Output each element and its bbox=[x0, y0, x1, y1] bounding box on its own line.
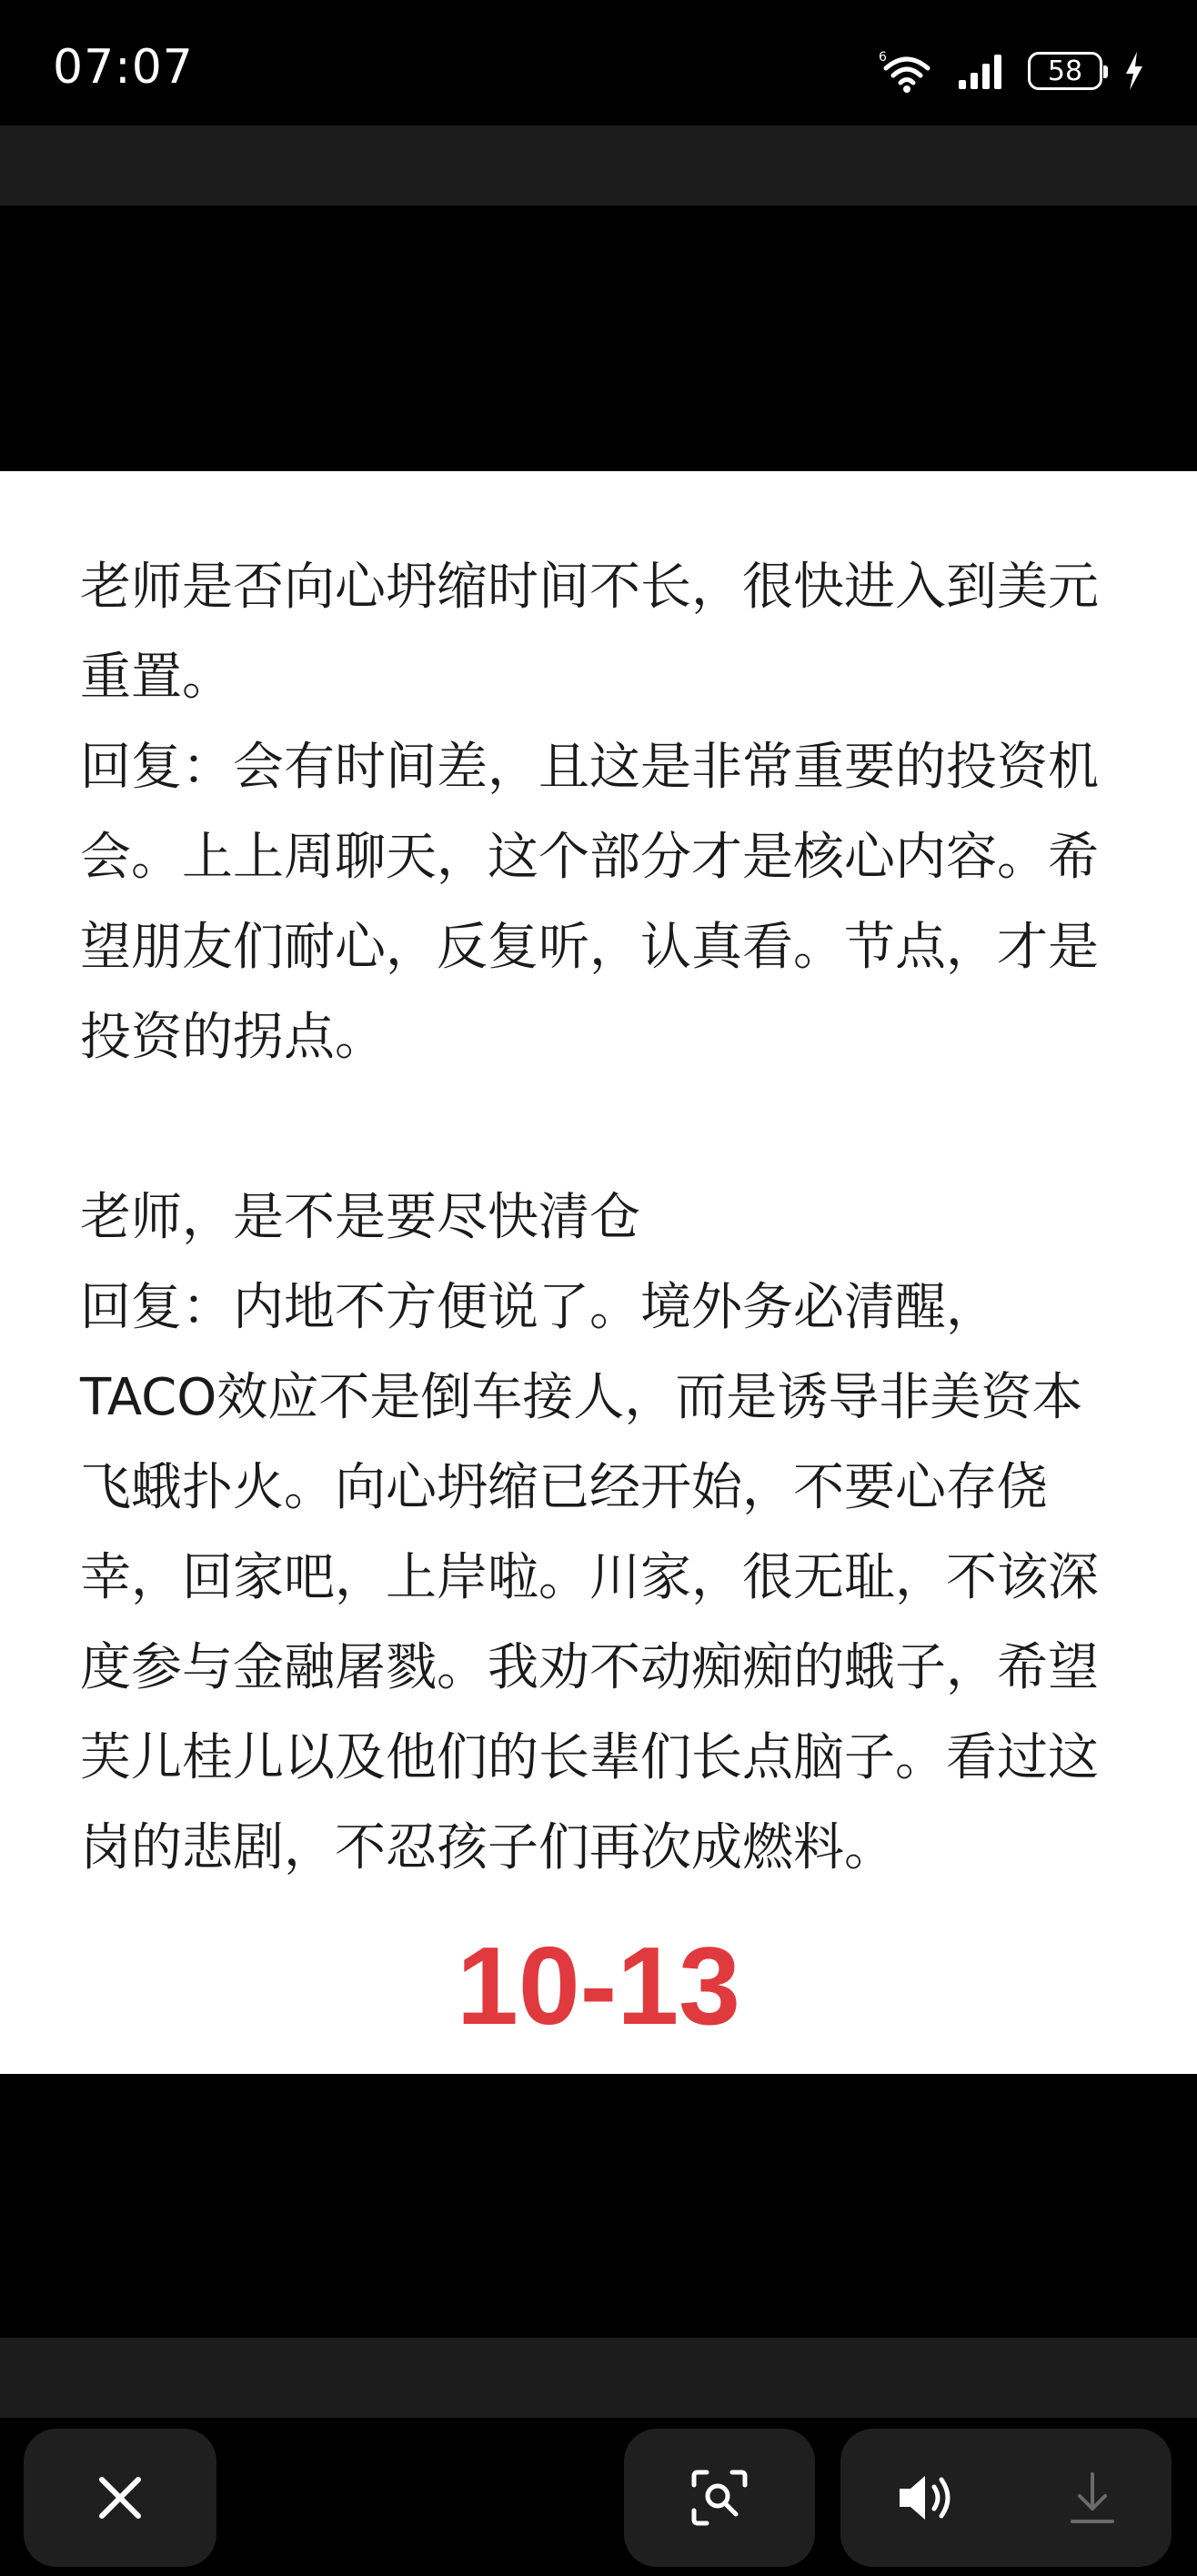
top-band bbox=[0, 126, 1197, 206]
status-bar bbox=[0, 0, 1197, 126]
reply-2: 回复：内地不方便说了。境外务必清醒，TACO效应不是倒车接人，而是诱导非美资本飞蛾扑火。向心坍缩已经开始，不要心存侥幸，回家吧，上岸啦。川家，很无耻，不该深度参与金融屠戮。我劝不动痴痴的蛾子，希望芙儿桂儿以及他们的长辈们长点脑子。看过这岗的悲剧，不忍孩子们再次成燃料。 bbox=[80, 1278, 1099, 1877]
question-2: 老师，是不是要尽快清仓 bbox=[80, 1188, 640, 1247]
download-icon[interactable] bbox=[1067, 2469, 1118, 2527]
paragraph-gap bbox=[80, 1082, 1126, 1172]
status-time: 07:07 bbox=[53, 40, 194, 95]
close-icon bbox=[95, 2472, 146, 2523]
battery-level: 58 bbox=[1047, 55, 1083, 87]
question-1: 老师是否向心坍缩时间不长，很快进入到美元重置。 bbox=[80, 558, 1099, 707]
viewer-letterbox-bottom bbox=[0, 2074, 1197, 2338]
close-button[interactable] bbox=[24, 2429, 216, 2567]
message-text bbox=[80, 542, 1126, 1893]
image-search-icon bbox=[690, 2469, 749, 2527]
viewer-letterbox-top bbox=[0, 206, 1197, 471]
speaker-icon[interactable] bbox=[894, 2469, 960, 2527]
battery-icon bbox=[1028, 52, 1102, 90]
media-controls bbox=[840, 2429, 1172, 2567]
signal-icon bbox=[957, 51, 1008, 91]
bottom-toolbar bbox=[0, 2418, 1197, 2576]
date-stamp: 10-13 bbox=[456, 1924, 741, 2048]
bottom-band bbox=[0, 2338, 1197, 2418]
image-content bbox=[0, 471, 1197, 2074]
status-icons bbox=[877, 45, 1146, 96]
reply-1: 回复：会有时间差，且这是非常重要的投资机会。上上周聊天，这个部分才是核心内容。希望朋友们耐心，反复听，认真看。节点，才是投资的拐点。 bbox=[80, 738, 1099, 1067]
image-search-button[interactable] bbox=[624, 2429, 815, 2567]
charging-icon bbox=[1122, 50, 1146, 92]
svg-text:6: 6 bbox=[879, 50, 887, 65]
wifi-icon bbox=[877, 48, 937, 94]
